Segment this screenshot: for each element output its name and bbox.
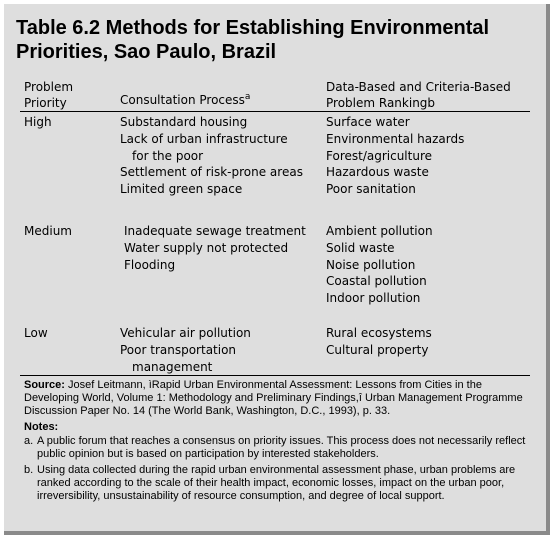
- list-item: Limited green space: [120, 182, 243, 197]
- list-item: Substandard housing: [120, 115, 248, 129]
- note-label: a.: [24, 435, 34, 447]
- consultation-list-high: [120, 114, 303, 198]
- header-problem-priority: Problem Priority: [24, 80, 74, 110]
- list-item: Rural ecosystems: [326, 326, 432, 340]
- header-consultation-process: [120, 92, 320, 108]
- list-item: for the poor: [132, 148, 204, 163]
- note-text: A public forum that reaches a consensus on priority issues. This process does not necessarily reflect public opinion but is based on participation by interested stakeholders.: [37, 435, 526, 461]
- footnote-mark-a: a: [244, 92, 251, 102]
- notes-heading: Notes:: [24, 421, 59, 433]
- list-item: Solid waste: [326, 240, 395, 255]
- list-item: Cultural property: [326, 342, 429, 357]
- list-item: Surface water: [326, 115, 410, 129]
- note-b: [24, 464, 532, 504]
- priority-medium: Medium: [24, 224, 72, 238]
- priority-low: Low: [24, 326, 48, 340]
- priority-high: High: [24, 115, 52, 129]
- list-item: Poor sanitation: [326, 182, 416, 197]
- note-label: b.: [24, 464, 34, 476]
- header-data-based-ranking: Data-Based and Criteria-Based Problem Rankingb: [326, 80, 511, 110]
- header-rule: [20, 111, 530, 112]
- list-item: Indoor pollution: [326, 291, 421, 306]
- list-item: Coastal pollution: [326, 274, 427, 289]
- note-a: [24, 435, 532, 461]
- note-text: Using data collected during the rapid urban environmental assessment phase, urban problems are ranked according to the scale of their health impact, economic losses, impact on the urban poor, irreversibility, unsustainability of resource consumption, and degree of local support.: [37, 464, 516, 503]
- consultation-list-low: [120, 325, 251, 375]
- list-item: Flooding: [124, 257, 176, 272]
- footer-rule: [20, 375, 530, 376]
- consultation-list-medium: [124, 223, 306, 273]
- list-item: Settlement of risk-prone areas: [120, 165, 303, 180]
- list-item: Forest/agriculture: [326, 148, 433, 163]
- list-item: Lack of urban infrastructure: [120, 131, 288, 146]
- list-item: Poor transportation: [120, 342, 237, 357]
- source-note: [24, 379, 532, 419]
- ranking-list-medium: [326, 223, 433, 307]
- table-title: Table 6.2 Methods for Establishing Environmental Priorities, Sao Paulo, Brazil: [16, 17, 490, 63]
- ranking-list-high: [326, 114, 464, 198]
- list-item: management: [132, 359, 213, 374]
- list-item: Noise pollution: [326, 257, 416, 272]
- ranking-list-low: [326, 325, 432, 359]
- list-item: Vehicular air pollution: [120, 326, 251, 340]
- list-item: Inadequate sewage treatment: [124, 224, 306, 238]
- source-label: Source:: [24, 379, 65, 391]
- list-item: Hazardous waste: [326, 165, 429, 180]
- list-item: Water supply not protected: [124, 240, 289, 255]
- list-item: Environmental hazards: [326, 131, 465, 146]
- source-text: Josef Leitmann, ìRapid Urban Environmental Assessment: Lessons from Cities in the Developing World, Volume 1: Methodology and Preliminary Findings,î Urban Management Programme Discussion Paper No. 14 (The World Bank, Washington, D.C., 1993), p. 33.: [24, 379, 523, 418]
- header-consultation-label: Consultation Process: [120, 93, 245, 107]
- list-item: Ambient pollution: [326, 224, 433, 238]
